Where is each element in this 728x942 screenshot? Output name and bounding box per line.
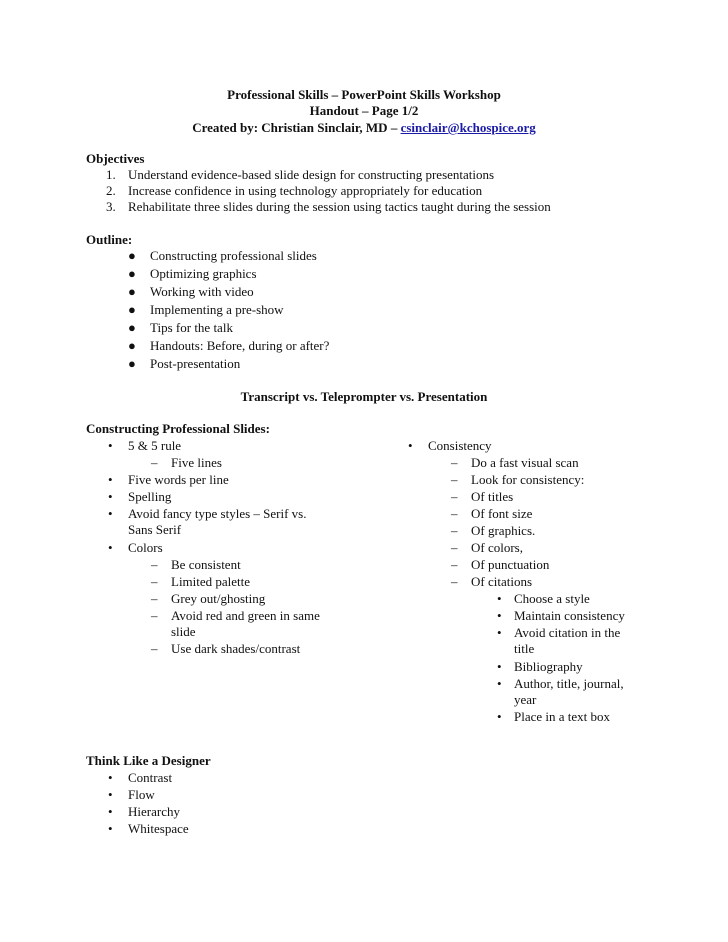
bullet-icon: •	[497, 709, 502, 724]
citation-item: Choose a style	[514, 591, 590, 606]
objective-item: Understand evidence-based slide design for constructing presentations	[128, 167, 495, 182]
objective-item: Rehabilitate three slides during the session using tactics taught during the session	[128, 199, 551, 214]
header-page: Handout – Page 1/2	[309, 103, 419, 118]
consistency-subitem: Of colors,	[471, 540, 523, 555]
outline-item: Tips for the talk	[150, 320, 233, 335]
constructing-title: Constructing Professional Slides:	[86, 421, 270, 436]
outline-bullet-icon: ●	[128, 302, 136, 317]
dash-icon: –	[151, 455, 158, 470]
objectives-title: Objectives	[86, 151, 145, 166]
citation-item: Maintain consistency	[514, 608, 625, 623]
header-title: Professional Skills – PowerPoint Skills Workshop	[227, 87, 501, 102]
citation-item-cont: year	[514, 692, 537, 707]
author-text: Created by: Christian Sinclair, MD –	[192, 120, 401, 135]
red-green-item-cont: slide	[171, 624, 196, 639]
consistency-subitem: Look for consistency:	[471, 472, 585, 487]
bullet-icon: •	[497, 608, 502, 623]
citation-item: Place in a text box	[514, 709, 611, 724]
dash-icon: –	[451, 506, 458, 521]
dash-icon: –	[151, 574, 158, 589]
consistency-subitem: Of font size	[471, 506, 533, 521]
five-lines-item: Five lines	[171, 455, 222, 470]
dash-icon: –	[451, 540, 458, 555]
outline-item: Post-presentation	[150, 356, 241, 371]
designer-item: Flow	[128, 787, 155, 802]
rule-item: 5 & 5 rule	[128, 438, 182, 453]
spelling-item: Spelling	[128, 489, 172, 504]
consistency-subitem: Of titles	[471, 489, 514, 504]
citation-item-cont: title	[514, 641, 535, 656]
dash-icon: –	[151, 591, 158, 606]
dash-icon: –	[451, 455, 458, 470]
outline-title: Outline:	[86, 232, 133, 247]
citation-item: Bibliography	[514, 659, 583, 674]
outline-item: Optimizing graphics	[150, 266, 257, 281]
color-subitem: Be consistent	[171, 557, 241, 572]
outline-item: Working with video	[150, 284, 254, 299]
designer-item: Whitespace	[128, 821, 189, 836]
dash-icon: –	[151, 641, 158, 656]
outline-item: Implementing a pre-show	[150, 302, 284, 317]
consistency-subitem: Of citations	[471, 574, 533, 589]
five-words-item: Five words per line	[128, 472, 229, 487]
designer-item: Hierarchy	[128, 804, 180, 819]
fancy-type-item: Avoid fancy type styles – Serif vs.	[128, 506, 307, 521]
outline-item: Handouts: Before, during or after?	[150, 338, 330, 353]
objective-num: 3.	[106, 199, 116, 214]
bullet-icon: •	[108, 804, 113, 819]
objective-num: 2.	[106, 183, 116, 198]
red-green-item: Avoid red and green in same	[171, 608, 320, 623]
citation-item: Author, title, journal,	[514, 676, 624, 691]
citation-item: Avoid citation in the	[514, 625, 621, 640]
bullet-icon: •	[108, 770, 113, 785]
outline-item: Constructing professional slides	[150, 248, 317, 263]
dash-icon: –	[151, 557, 158, 572]
header-author	[0, 119, 728, 136]
bullet-icon: •	[497, 591, 502, 606]
bullet-icon: •	[497, 659, 502, 674]
objective-item: Increase confidence in using technology appropriately for education	[128, 183, 483, 198]
bullet-icon: •	[497, 676, 502, 691]
email-link[interactable]: csinclair@kchospice.org	[400, 120, 536, 135]
dash-icon: –	[451, 557, 458, 572]
color-subitem: Grey out/ghosting	[171, 591, 266, 606]
bullet-icon: •	[108, 438, 113, 453]
dash-icon: –	[151, 608, 158, 623]
fancy-type-item-cont: Sans Serif	[128, 522, 182, 537]
outline-bullet-icon: ●	[128, 284, 136, 299]
dash-icon: –	[451, 472, 458, 487]
bullet-icon: •	[108, 821, 113, 836]
bullet-icon: •	[108, 472, 113, 487]
transcript-heading: Transcript vs. Teleprompter vs. Presentation	[240, 389, 488, 404]
consistency-item: Consistency	[428, 438, 492, 453]
dash-icon: –	[451, 574, 458, 589]
outline-bullet-icon: ●	[128, 320, 136, 335]
dash-icon: –	[451, 489, 458, 504]
bullet-icon: •	[108, 489, 113, 504]
designer-item: Contrast	[128, 770, 173, 785]
bullet-icon: •	[108, 540, 113, 555]
designer-title: Think Like a Designer	[86, 753, 211, 768]
bullet-icon: •	[408, 438, 413, 453]
consistency-subitem: Of punctuation	[471, 557, 550, 572]
dash-icon: –	[451, 523, 458, 538]
dark-shades-item: Use dark shades/contrast	[171, 641, 301, 656]
bullet-icon: •	[108, 506, 113, 521]
objective-num: 1.	[106, 167, 116, 182]
outline-bullet-icon: ●	[128, 356, 136, 371]
outline-bullet-icon: ●	[128, 338, 136, 353]
consistency-subitem: Do a fast visual scan	[471, 455, 579, 470]
consistency-subitem: Of graphics.	[471, 523, 536, 538]
outline-bullet-icon: ●	[128, 266, 136, 281]
bullet-icon: •	[108, 787, 113, 802]
color-subitem: Limited palette	[171, 574, 251, 589]
bullet-icon: •	[497, 625, 502, 640]
outline-bullet-icon: ●	[128, 248, 136, 263]
colors-item: Colors	[128, 540, 163, 555]
